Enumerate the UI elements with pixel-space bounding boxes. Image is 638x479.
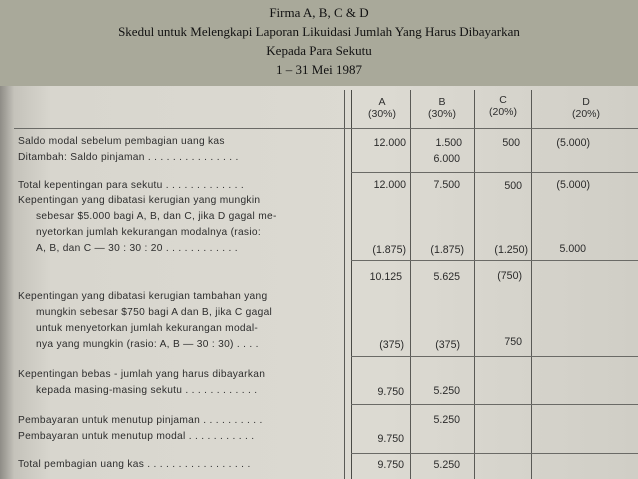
schedule-period: 1 – 31 Mei 1987 xyxy=(276,62,362,77)
cell-bayar-modal-a: 9.750 xyxy=(377,433,404,445)
column-name: D xyxy=(582,96,590,108)
row-divider xyxy=(351,356,638,357)
row-divider xyxy=(351,260,638,261)
cell-kepentingan-1-a: (1.875) xyxy=(372,244,406,256)
column-ratio: (30%) xyxy=(427,108,456,120)
cell-total-kepentingan-b: 7.500 xyxy=(433,179,460,191)
column-divider xyxy=(474,90,475,479)
row-label-total-kepentingan: Total kepentingan para sekutu . . . . . . . . . . . . . xyxy=(18,180,245,191)
row-divider xyxy=(351,453,638,454)
row-label-kepentingan-1-line: A, B, dan C — 30 : 30 : 20 . . . . . . . . . . . . xyxy=(36,243,238,254)
document-header xyxy=(0,0,638,86)
column-name: C xyxy=(499,94,507,106)
row-divider xyxy=(351,404,638,405)
book-gutter xyxy=(0,86,14,479)
column-ratio: (30%) xyxy=(367,108,396,120)
column-divider xyxy=(531,90,532,479)
column-name: A xyxy=(378,96,386,108)
row-label-kepentingan-2-line: mungkin sebesar $750 bagi A dan B, jika C gagal xyxy=(36,307,273,318)
row-label-saldo: Saldo modal sebelum pembagian uang kas xyxy=(18,136,225,147)
column-ratio: (20%) xyxy=(488,106,517,118)
row-label-bayar-modal: Pembayaran untuk menutup modal . . . . . . . . . . . xyxy=(18,431,255,442)
column-name: B xyxy=(438,96,446,108)
row-label-kepentingan-bebas-line: kepada masing-masing sekutu . . . . . . . . . . . . xyxy=(36,385,258,396)
schedule-subtitle: Kepada Para Sekutu xyxy=(266,43,372,58)
cell-kepentingan-2-c: 750 xyxy=(504,336,522,348)
row-label-kepentingan-2-line: nya yang mungkin (rasio: A, B — 30 : 30) . . . . xyxy=(36,339,259,350)
column-header-a xyxy=(356,96,408,120)
column-ratio: (20%) xyxy=(571,108,600,120)
row-label-total-pembagian: Total pembagian uang kas . . . . . . . . . . . . . . . . . xyxy=(18,459,251,470)
cell-total-pembagian-a: 9.750 xyxy=(377,459,404,471)
firm-name: Firma A, B, C & D xyxy=(269,5,369,20)
cell-kepentingan-1-b: (1.875) xyxy=(430,244,464,256)
cell-total-pembagian-b: 5.250 xyxy=(433,459,460,471)
scanned-table xyxy=(0,86,638,479)
cell-total-kepentingan-d: (5.000) xyxy=(556,179,590,191)
row-label-kepentingan-1-line: nyetorkan jumlah kekurangan modalnya (rasio: xyxy=(36,227,261,238)
row-label-kepentingan-1-line: Kepentingan yang dibatasi kerugian yang mungkin xyxy=(18,195,261,206)
row-label-kepentingan-1-line: sebesar $5.000 bagi A, B, dan C, jika D gagal me- xyxy=(36,211,277,222)
schedule-title: Skedul untuk Melengkapi Laporan Likuidasi Jumlah Yang Harus Dibayarkan xyxy=(118,24,520,39)
column-divider xyxy=(410,90,411,479)
cell-kepentingan-bebas-a: 9.750 xyxy=(377,386,404,398)
cell-subtotal-b: 5.625 xyxy=(433,271,460,283)
cell-saldo-d: (5.000) xyxy=(556,137,590,149)
column-header-c xyxy=(477,94,529,118)
cell-kepentingan-2-a: (375) xyxy=(379,339,404,351)
row-label-kepentingan-2-line: Kepentingan yang dibatasi kerugian tambahan yang xyxy=(18,291,268,302)
cell-kepentingan-1-d: 5.000 xyxy=(559,243,586,255)
row-divider xyxy=(14,128,638,129)
cell-subtotal-a: 10.125 xyxy=(369,271,402,283)
row-label-ditambah: Ditambah: Saldo pinjaman . . . . . . . . . . . . . . . xyxy=(18,152,239,163)
cell-subtotal-c: (750) xyxy=(497,270,522,282)
cell-saldo-b: 1.500 xyxy=(435,137,462,149)
column-header-b xyxy=(414,96,470,120)
row-label-kepentingan-bebas-line: Kepentingan bebas - jumlah yang harus dibayarkan xyxy=(18,369,266,380)
column-header-d xyxy=(548,96,624,120)
row-divider xyxy=(351,172,638,173)
column-divider xyxy=(351,90,352,479)
cell-saldo-a: 12.000 xyxy=(373,137,406,149)
cell-kepentingan-1-c: (1.250) xyxy=(494,244,528,256)
cell-total-kepentingan-c: 500 xyxy=(504,180,522,192)
cell-bayar-pinjaman-b: 5.250 xyxy=(433,414,460,426)
cell-kepentingan-bebas-b: 5.250 xyxy=(433,385,460,397)
cell-saldo-c: 500 xyxy=(502,137,520,149)
cell-ditambah-b: 6.000 xyxy=(433,153,460,165)
column-divider xyxy=(344,90,345,479)
cell-total-kepentingan-a: 12.000 xyxy=(373,179,406,191)
cell-kepentingan-2-b: (375) xyxy=(435,339,460,351)
row-label-bayar-pinjaman: Pembayaran untuk menutup pinjaman . . . . . . . . . . xyxy=(18,415,263,426)
row-label-kepentingan-2-line: untuk menyetorkan jumlah kekurangan modal- xyxy=(36,323,259,334)
